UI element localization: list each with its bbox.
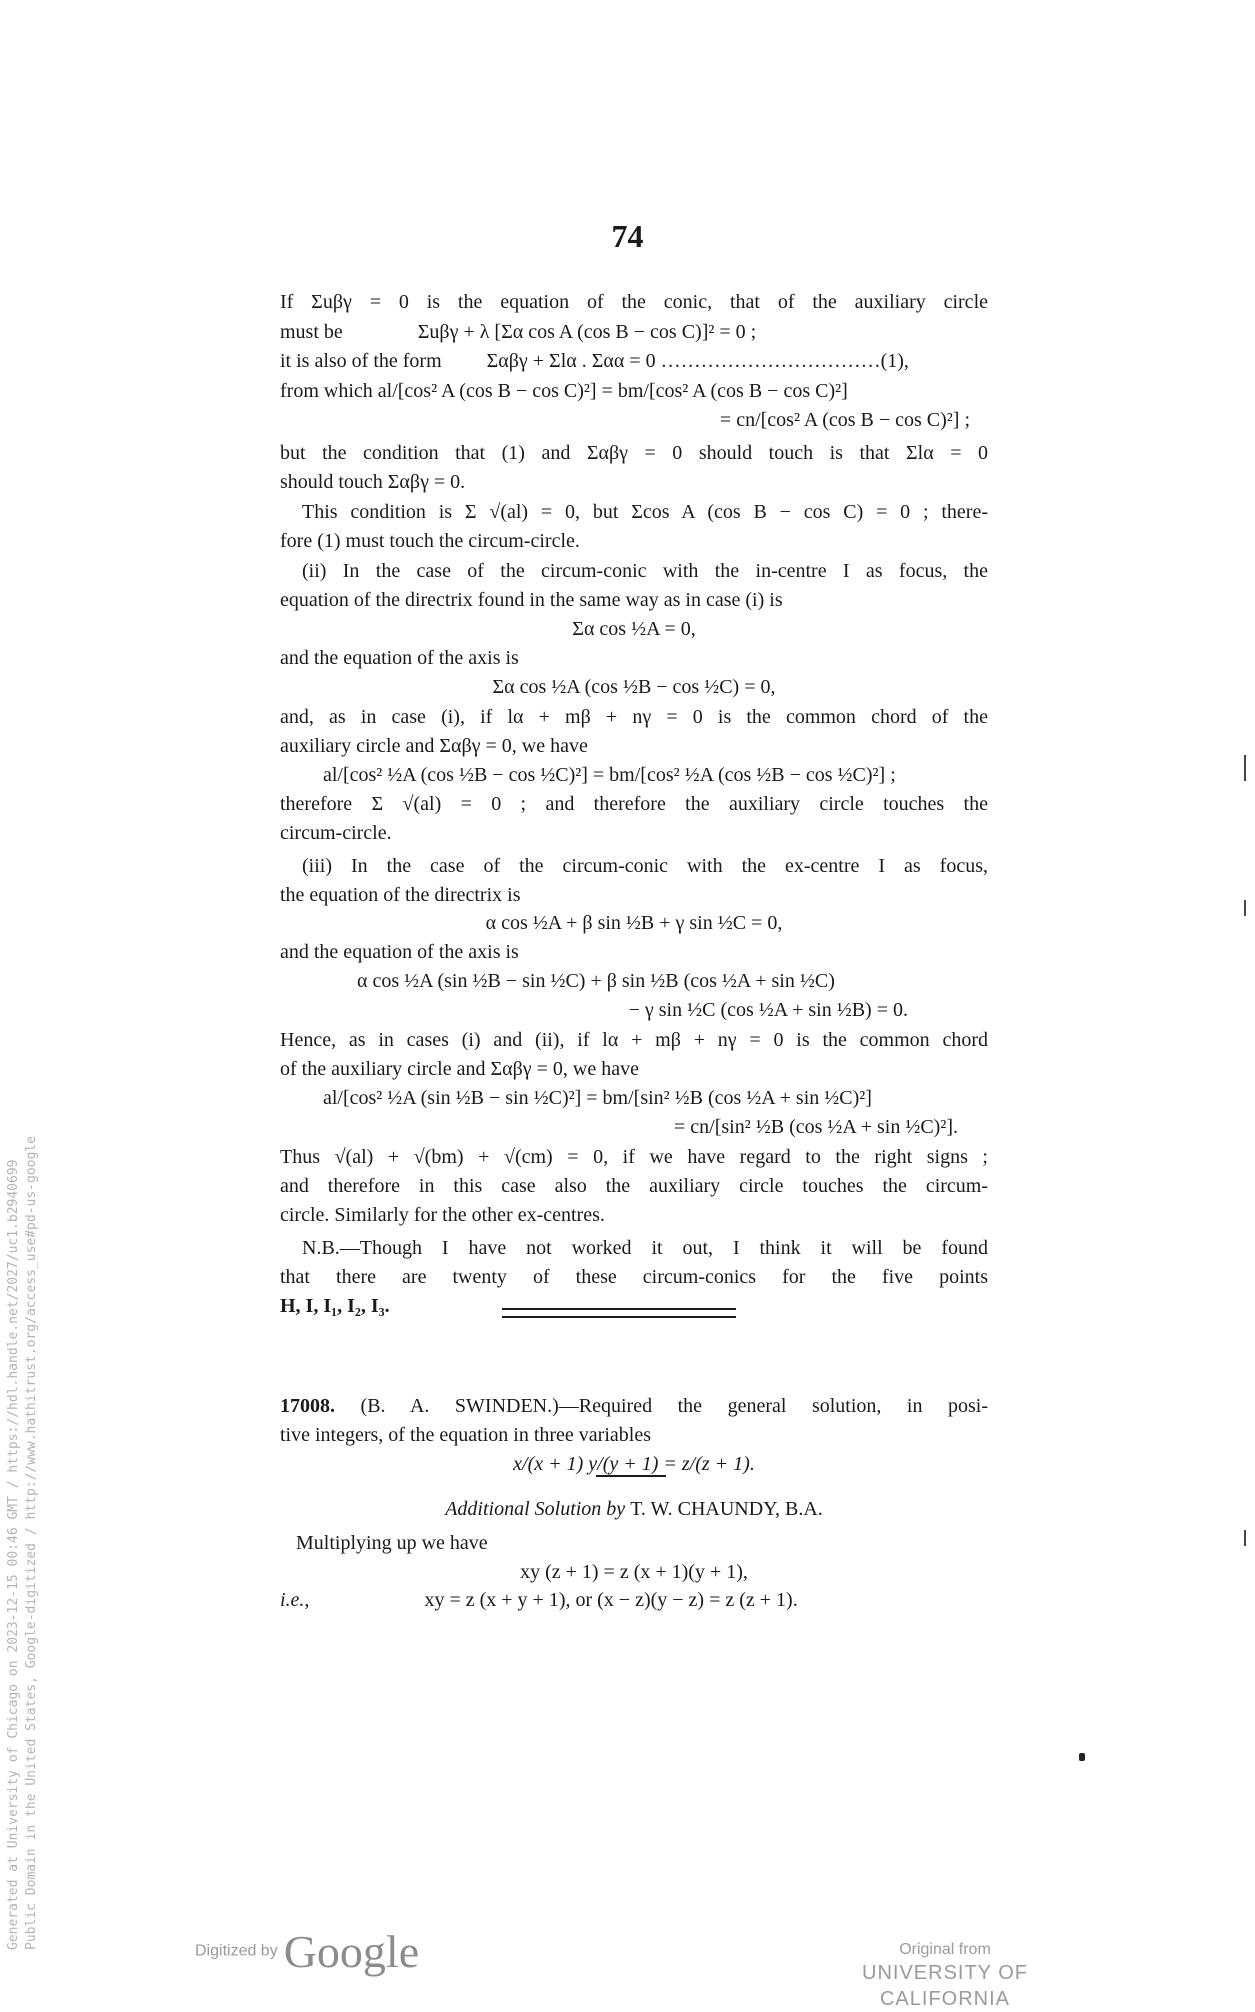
text-fragment: must be — [280, 321, 343, 343]
solution-title: Additional Solution by — [445, 1498, 626, 1520]
double-rule-top — [502, 1308, 736, 1310]
text-line: (iii) In the case of the circum-conic with the ex-centre I as focus, — [302, 855, 988, 877]
text-line: Multiplying up we have — [296, 1532, 488, 1554]
text-line: fore (1) must touch the circum-circle. — [280, 530, 580, 552]
text-line: of the auxiliary circle and Σαβγ = 0, we have — [280, 1058, 639, 1080]
equation: α cos ½A (sin ½B − sin ½C) + β sin ½B (cos ½A + sin ½C) — [357, 970, 835, 992]
watermark-line-2: Public Domain in the United States, Google-digitized / http://www.hathitrust.org/access_use#pd-us-google — [24, 1136, 39, 1950]
text-line: equation of the directrix found in the same way as in case (i) is — [280, 589, 783, 611]
text-line — [280, 317, 988, 347]
digitized-by-badge — [195, 1925, 419, 1975]
original-from-label: Original from — [899, 1941, 991, 1958]
question-author: (B. A. SWINDEN.) — [360, 1395, 559, 1417]
equation: xy = z (x + y + 1), or (x − z)(y − z) = z (z + 1). — [424, 1589, 798, 1611]
ink-dot — [1079, 1753, 1085, 1761]
equation: Σα cos ½A (cos ½B − cos ½C) = 0, — [492, 676, 776, 698]
double-rule-bottom — [502, 1316, 736, 1318]
text-line: tive integers, of the equation in three variables — [280, 1424, 651, 1446]
text-line: (ii) In the case of the circum-conic with the in-centre I as focus, the — [302, 560, 988, 582]
text-line: Hence, as in cases (i) and (ii), if lα + mβ + nγ = 0 is the common chord — [280, 1029, 988, 1051]
equation: x/(x + 1) y/(y + 1) = z/(z + 1). — [513, 1453, 755, 1475]
text-fragment: it is also of the form — [280, 350, 442, 372]
solution-heading — [280, 1494, 988, 1524]
text-line: circle. Similarly for the other ex-centres. — [280, 1204, 605, 1226]
text-line: circum-circle. — [280, 822, 392, 844]
text-line: from which al/[cos² A (cos B − cos C)²] = bm/[cos² A (cos B − cos C)²] — [280, 380, 848, 402]
question-text: —Required the general solution, in posi- — [558, 1395, 988, 1417]
margin-mark — [1244, 1530, 1246, 1546]
equation: al/[cos² ½A (cos ½B − cos ½C)²] = bm/[cos² ½A (cos ½B − cos ½C)²] ; — [323, 764, 896, 786]
text-line: but the condition that (1) and Σαβγ = 0 should touch is that Σlα = 0 — [280, 442, 988, 464]
text-line — [280, 1585, 988, 1615]
watermark-line-1: Generated at University of Chicago on 2023-12-15 00:46 GMT / https://hdl.handle.net/2027/uc1.b2940699 — [6, 1159, 21, 1950]
original-source-badge — [800, 1940, 1090, 2012]
equation: = cn/[sin² ½B (cos ½A + sin ½C)²]. — [674, 1116, 958, 1138]
margin-mark — [1244, 755, 1246, 781]
equation: Σαβγ + Σlα . Σαα = 0 ……………………………(1), — [486, 350, 909, 372]
solution-author: T. W. CHAUNDY, B.A. — [630, 1498, 823, 1520]
margin-mark — [1244, 900, 1246, 916]
equation: = cn/[cos² A (cos B − cos C)²] ; — [719, 409, 970, 431]
equation: Σα cos ½A = 0, — [572, 618, 696, 640]
university-label: UNIVERSITY OF CALIFORNIA — [862, 1962, 1028, 2010]
text-line — [280, 346, 988, 376]
short-rule — [596, 1475, 666, 1477]
text-line: should touch Σαβγ = 0. — [280, 471, 466, 493]
equation: α cos ½A + β sin ½B + γ sin ½C = 0, — [485, 912, 783, 934]
digitized-by-label: Digitized by — [195, 1942, 278, 1960]
text-line: the equation of the directrix is — [280, 884, 521, 906]
text-fragment: i.e., — [280, 1589, 310, 1611]
text-line: therefore Σ √(al) = 0 ; and therefore the auxiliary circle touches the — [280, 793, 988, 815]
text-line: auxiliary circle and Σαβγ = 0, we have — [280, 735, 588, 757]
equation: al/[cos² ½A (sin ½B − sin ½C)²] = bm/[sin² ½B (cos ½A + sin ½C)²] — [323, 1087, 872, 1109]
equation: Σuβγ + λ [Σα cos A (cos B − cos C)]² = 0 ; — [417, 321, 757, 343]
text-line: and therefore in this case also the auxiliary circle touches the circum- — [280, 1175, 988, 1197]
text-line: Thus √(al) + √(bm) + √(cm) = 0, if we have regard to the right signs ; — [280, 1146, 988, 1168]
text-line: and the equation of the axis is — [280, 647, 519, 669]
text-line: that there are twenty of these circum-conics for the five points — [280, 1266, 988, 1288]
equation: − γ sin ½C (cos ½A + sin ½B) = 0. — [628, 999, 908, 1021]
text-line: H, I, I₁, I₂, I₃. — [280, 1295, 390, 1317]
text-line: and the equation of the axis is — [280, 941, 519, 963]
text-line: If Σuβγ = 0 is the equation of the conic, that of the auxiliary circle — [280, 291, 988, 313]
question-heading — [280, 1391, 988, 1421]
question-number: 17008. — [280, 1395, 335, 1417]
page-number: 74 — [611, 218, 644, 254]
text-line: N.B.—Though I have not worked it out, I think it will be found — [302, 1237, 988, 1259]
equation: xy (z + 1) = z (x + 1)(y + 1), — [520, 1561, 748, 1583]
text-line: and, as in case (i), if lα + mβ + nγ = 0 is the common chord of the — [280, 706, 988, 728]
google-logo: Google — [283, 1926, 420, 1977]
text-line: This condition is Σ √(al) = 0, but Σcos A (cos B − cos C) = 0 ; there- — [302, 501, 988, 523]
